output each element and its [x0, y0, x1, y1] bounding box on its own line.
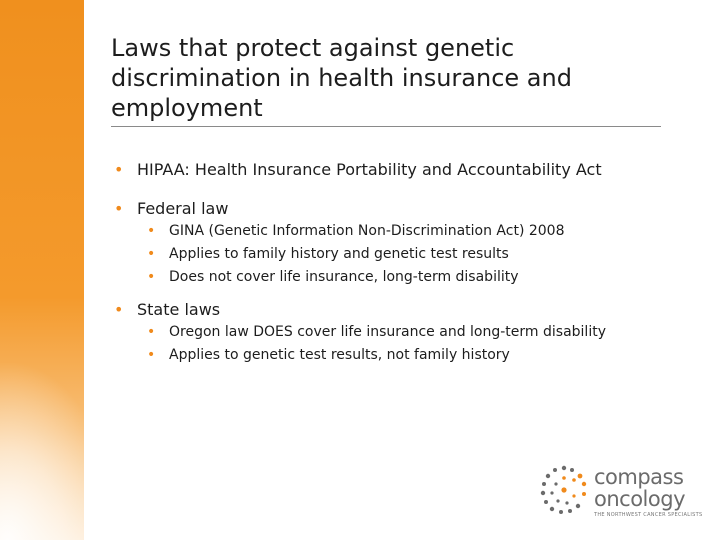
bullet-text: HIPAA: Health Insurance Portability and Accountability Act [137, 160, 602, 179]
logo-word-oncology: oncology [594, 487, 685, 511]
slide-title: Laws that protect against genetic discrimination in health insurance and employment [111, 34, 572, 122]
bullet-federal-law [111, 199, 671, 286]
sub-bullet-gina: • GINA (Genetic Information Non-Discrimination Act) 2008 [137, 222, 671, 240]
sub-bullet-list [137, 222, 671, 286]
compass-oncology-logo [536, 462, 703, 522]
bullet-text: State laws [137, 300, 221, 319]
sub-bullet-list [137, 323, 671, 364]
sub-bullet-applies-family: • Applies to family history and genetic test results [137, 245, 671, 263]
sub-bullet-oregon: • Oregon law DOES cover life insurance and long-term disability [137, 323, 671, 341]
sub-bullet-not-cover: • Does not cover life insurance, long-term disability [137, 268, 671, 286]
sub-bullet-applies-test: • Applies to genetic test results, not family history [137, 346, 671, 364]
bullet-state-laws [111, 300, 671, 364]
title-divider [111, 126, 661, 127]
logo-tagline: THE NORTHWEST CANCER SPECIALISTS [594, 512, 703, 518]
bullet-text: Federal law [137, 199, 229, 218]
bullet-hipaa [111, 160, 671, 180]
orange-side-bar [0, 0, 84, 540]
slide-body [111, 160, 671, 369]
logo-word-compass: compass [594, 465, 684, 489]
side-bar-highlight [0, 360, 84, 540]
compass-dots-icon [536, 462, 592, 518]
bullet-list [111, 160, 671, 364]
